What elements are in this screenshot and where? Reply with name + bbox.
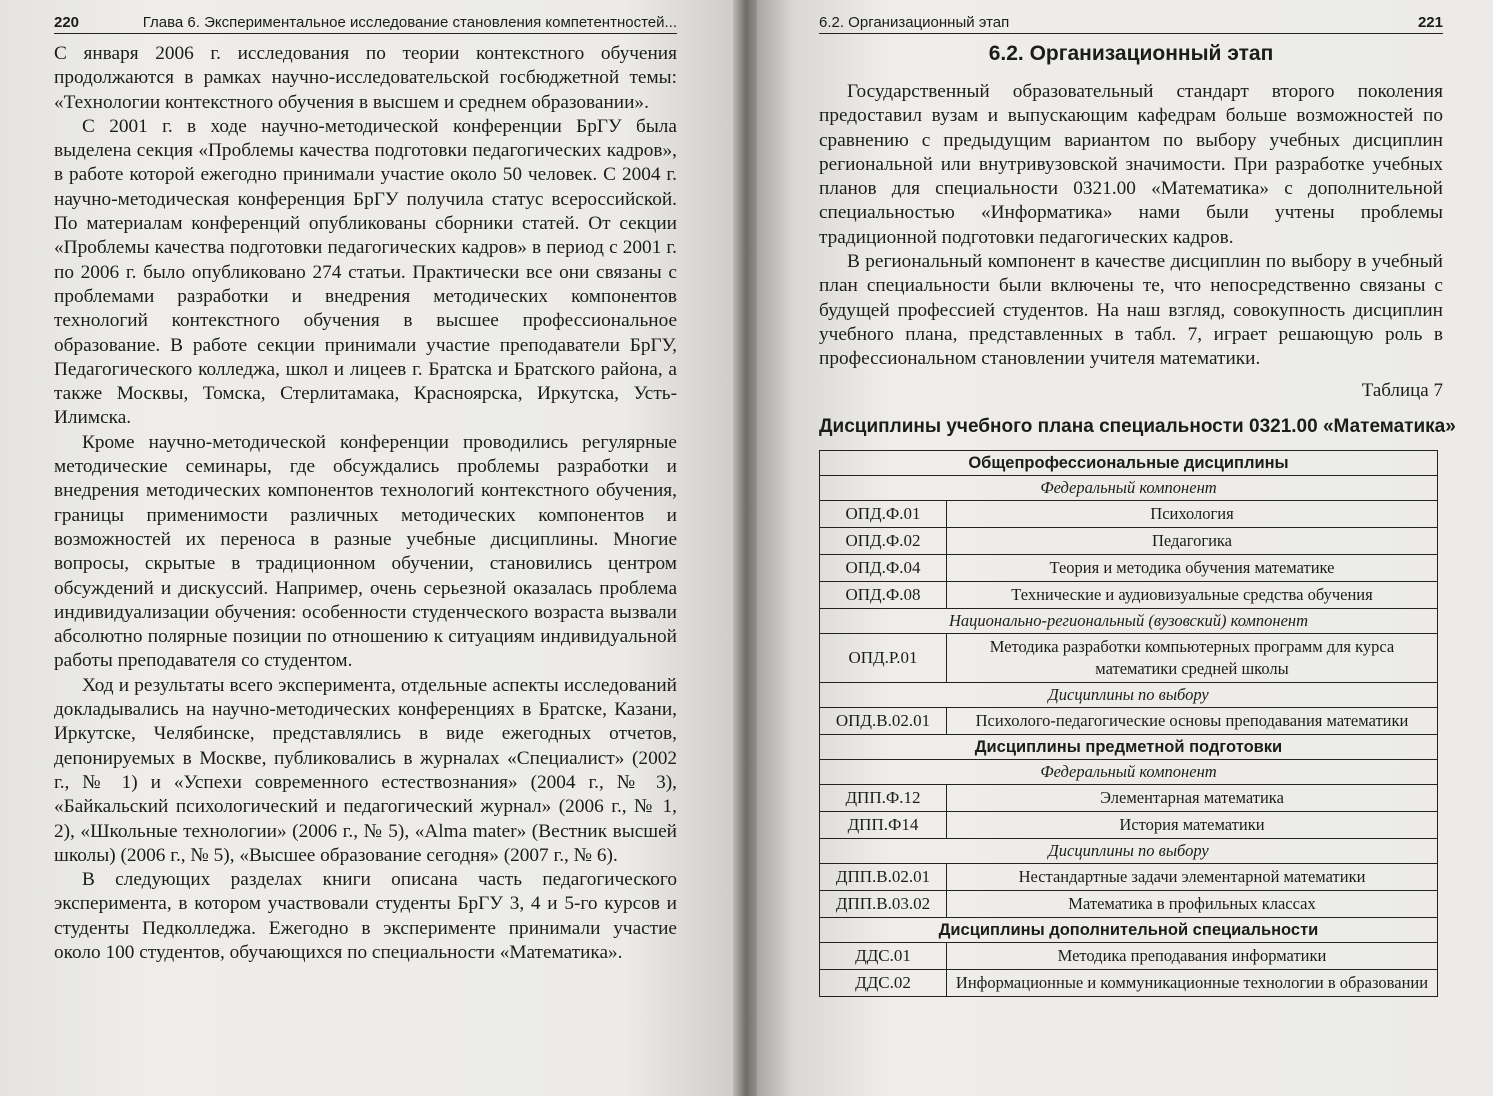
discipline-name: Элементарная математика <box>947 784 1438 811</box>
table-row <box>820 969 1438 996</box>
table-subgroup-heading: Дисциплины по выбору <box>820 682 1438 707</box>
table-subgroup-heading: Национально-региональный (вузовский) компонент <box>820 608 1438 633</box>
book-gutter <box>733 0 759 1096</box>
table-row <box>820 581 1438 608</box>
table-subgroup-heading: Дисциплины по выбору <box>820 838 1438 863</box>
left-page <box>0 0 735 1096</box>
paragraph: С 2001 г. в ходе научно-методической конференции БрГУ была выделена секция «Проблемы качества подготовки педагогических кадров», в работе которой ежегодно принимали участие около 50 человек. С 2004 г. научно-методическая конференция БрГУ получила статус всероссийской. По материалам конференций опубликованы сборники статей. От секции «Проблемы качества подготовки педагогических кадров» в период с 2001 г. по 2006 г. было опубликовано 274 статьи. Практически все они связаны с проблемами разработки и внедрения методических компонентов технологий контекстного обучения в высшее профессиональное образование. В работе секции принимали участие преподаватели БрГУ, Педагогического колледжа, школ и лицеев г. Братска и Братского района, а также Москвы, Томска, Стерлитамака, Красноярска, Иркутска, Усть-Илимска. <box>54 115 677 429</box>
table-row <box>820 863 1438 890</box>
discipline-name: Нестандартные задачи элементарной математики <box>947 863 1438 890</box>
left-running-head <box>54 14 677 34</box>
table-row <box>820 554 1438 581</box>
paragraph: С января 2006 г. исследования по теории контекстного обучения продолжаются в рамках научно-исследовательской госбюджетной темы: «Технологии контекстного обучения в высшем и среднем образовании». <box>54 43 677 113</box>
discipline-code: ОПД.Ф.01 <box>820 500 947 527</box>
curriculum-table <box>819 450 1438 997</box>
table-subgroup-row <box>820 475 1438 500</box>
discipline-name: Информационные и коммуникационные технологии в образовании <box>947 969 1438 996</box>
discipline-code: ДПП.В.02.01 <box>820 863 947 890</box>
left-page-body <box>54 42 677 965</box>
right-page-number: 221 <box>1417 14 1443 31</box>
right-running-head-title: 6.2. Организационный этап <box>819 14 1010 31</box>
discipline-name: Технические и аудиовизуальные средства обучения <box>947 581 1438 608</box>
left-page-number: 220 <box>54 14 80 31</box>
table-group-row <box>820 917 1438 942</box>
table-label: Таблица 7 <box>1361 379 1443 401</box>
discipline-code: ДПП.В.03.02 <box>820 890 947 917</box>
table-row <box>820 811 1438 838</box>
table-subgroup-row <box>820 682 1438 707</box>
table-row <box>820 942 1438 969</box>
table-subgroup-heading: Федеральный компонент <box>820 475 1438 500</box>
table-subgroup-heading: Федеральный компонент <box>820 759 1438 784</box>
table-subgroup-row <box>820 608 1438 633</box>
table-group-row <box>820 734 1438 759</box>
discipline-code: ДДС.02 <box>820 969 947 996</box>
table-group-heading: Дисциплины предметной подготовки <box>820 734 1438 759</box>
discipline-code: ОПД.В.02.01 <box>820 707 947 734</box>
table-row <box>820 633 1438 682</box>
table-group-row <box>820 450 1438 475</box>
table-row <box>820 500 1438 527</box>
paragraph: В региональный компонент в качестве дисциплин по выбору в учебный план специальности были включены те, что непосредственно связаны с будущей профессией студентов. На наш взгляд, совокупность дисциплин учебного плана, представленных в табл. 7, играет решающую роль в профессиональном становлении учителя математики. <box>819 251 1443 370</box>
table-group-heading: Общепрофессиональные дисциплины <box>820 450 1438 475</box>
discipline-name: Математика в профильных классах <box>947 890 1438 917</box>
left-running-head-title: Глава 6. Экспериментальное исследование становления компетентностей... <box>142 14 677 31</box>
table-row <box>820 527 1438 554</box>
table-subgroup-row <box>820 759 1438 784</box>
right-page <box>757 0 1493 1096</box>
discipline-code: ДПП.Ф14 <box>820 811 947 838</box>
paragraph: В следующих разделах книги описана часть педагогического эксперимента, в котором участвовали студенты БрГУ 3, 4 и 5-го курсов и студенты Педколледжа. Ежегодно в эксперименте принимали участие около 100 студентов, обучающихся по специальности «Математика». <box>54 869 677 963</box>
discipline-name: История математики <box>947 811 1438 838</box>
table-subgroup-row <box>820 838 1438 863</box>
discipline-code: ДДС.01 <box>820 942 947 969</box>
table-group-heading: Дисциплины дополнительной специальности <box>820 917 1438 942</box>
section-heading: 6.2. Организационный этап <box>988 42 1274 65</box>
paragraph: Ход и результаты всего эксперимента, отдельные аспекты исследований докладывались на научно-методических конференциях в Братске, Казани, Иркутске, Челябинске, представлялись в виде ежегодных отчетов, депонируемых в Москве, публиковались в журналах «Специалист» (2002 г., № 1) и «Успехи современного естествознания» (2004 г., № 3), «Байкальский психологический и педагогический журнал» (2006 г., № 1, 2), «Школьные технологии» (2006 г., № 5), «Alma mater» (Вестник высшей школы) (2006 г., № 5), «Высшее образование сегодня» (2007 г., № 6). <box>54 674 677 866</box>
curriculum-table-body <box>820 450 1438 996</box>
paragraph: Государственный образовательный стандарт второго поколения предоставил вузам и выпускающим кафедрам больше возможностей по сравнению с предыдущим вариантом по выбору учебных дисциплин региональной или внутривузовской значимости. При разработке учебных планов для специальности 0321.00 «Математика» с дополнительной специальностью «Информатика» нами были учтены проблемы традиционной подготовки педагогических кадров. <box>819 81 1443 248</box>
table-title: Дисциплины учебного плана специальности 0321.00 «Математика» <box>819 415 1456 437</box>
discipline-name: Психолого-педагогические основы преподавания математики <box>947 707 1438 734</box>
table-row <box>820 890 1438 917</box>
discipline-name: Методика разработки компьютерных программ для курса математики средней школы <box>947 633 1438 682</box>
table-row <box>820 784 1438 811</box>
discipline-name: Методика преподавания информатики <box>947 942 1438 969</box>
discipline-code: ДПП.Ф.12 <box>820 784 947 811</box>
discipline-code: ОПД.Ф.02 <box>820 527 947 554</box>
discipline-name: Психология <box>947 500 1438 527</box>
discipline-code: ОПД.Ф.04 <box>820 554 947 581</box>
right-running-head <box>819 14 1443 34</box>
discipline-name: Педагогика <box>947 527 1438 554</box>
discipline-name: Теория и методика обучения математике <box>947 554 1438 581</box>
paragraph: Кроме научно-методической конференции проводились регулярные методические семинары, где обсуждались проблемы разработки и внедрения методических компонентов технологий контекстного обучения, границы применимости различных методических компонентов и возможностей их переноса в разные учебные дисциплины. Многие вопросы, скрытые в традиционном обучении, становились центром обсуждений и дискуссий. Например, очень серьезной оказалась проблема индивидуализации обучения: особенности студенческого возраста вызвали абсолютно полярные позиции по отношению к ситуациям индивидуальной работы преподавателя со студентом. <box>54 431 677 672</box>
discipline-code: ОПД.Ф.08 <box>820 581 947 608</box>
table-row <box>820 707 1438 734</box>
discipline-code: ОПД.Р.01 <box>820 633 947 682</box>
